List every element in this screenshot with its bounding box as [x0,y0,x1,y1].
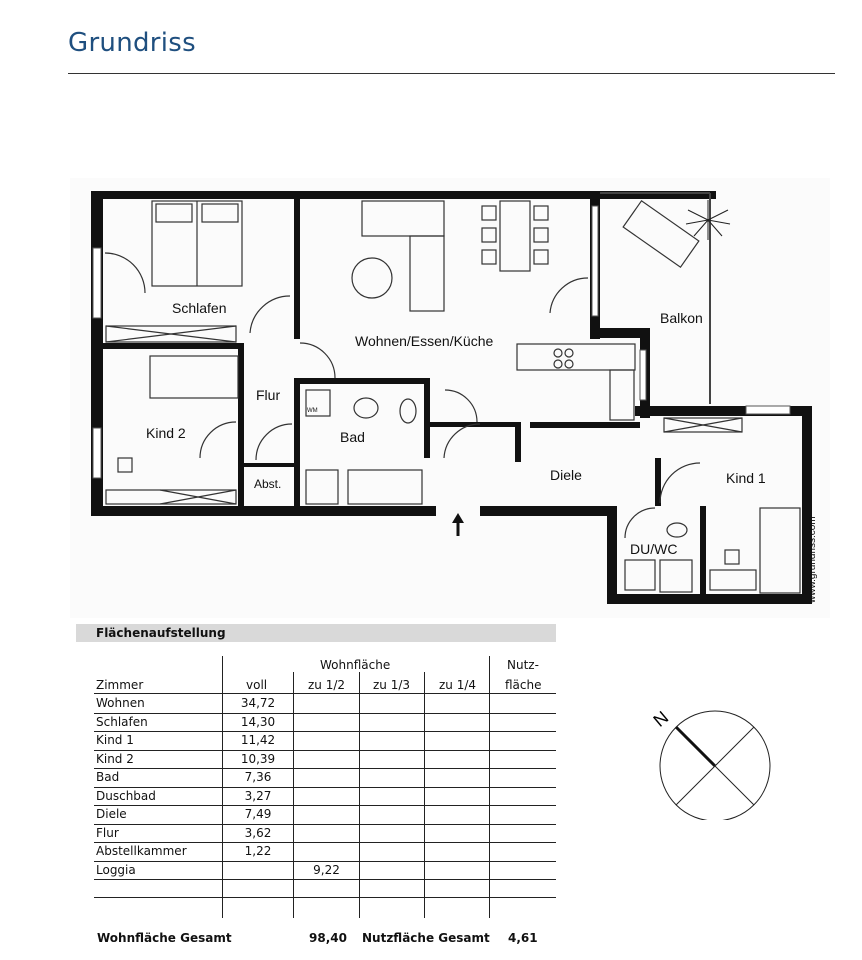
room-label-abst: Abst. [254,477,282,491]
table-cell-zimmer: Wohnen [96,696,145,710]
room-label-balkon: Balkon [660,310,703,326]
table-cell-zimmer: Bad [96,770,120,784]
wm-label: WM [307,408,318,414]
table-cell-zimmer: Kind 1 [96,733,134,747]
room-label-diele: Diele [550,467,582,483]
floor-plan [70,178,830,618]
table-cell-zimmer: Schlafen [96,714,148,729]
table-row-divider [94,879,556,880]
room-label-bad: Bad [340,429,365,445]
table-cell-voll: 3,27 [244,788,272,803]
table-row-divider [94,897,556,898]
room-label-flur: Flur [256,387,281,403]
area-table-header [76,624,556,642]
total-nutz-value: 4,61 [508,931,538,945]
table-row-divider [94,768,556,769]
table-cell-zimmer: Loggia [96,862,136,877]
table-row-divider [94,731,556,732]
table-cell-voll: 3,62 [244,825,272,840]
table-cell-voll: 7,36 [244,770,272,784]
header-zu14: zu 1/4 [439,678,477,692]
table-row-divider [94,805,556,806]
total-wohn-label: Wohnfläche Gesamt [97,931,232,945]
table-row-divider [94,861,556,862]
table-row-divider [94,750,556,751]
total-nutz-label: Nutzfläche Gesamt [362,931,490,945]
table-cell-zu12: 9,22 [313,862,340,877]
compass-icon [640,690,780,820]
table-row-divider [94,713,556,714]
table-cell-zimmer: Duschbad [96,788,156,803]
room-label-kind1: Kind 1 [726,470,766,486]
north-label: N [649,707,673,731]
room-label-schlafen: Schlafen [172,300,227,316]
header-zu13: zu 1/3 [373,678,411,692]
header-nutz-1: Nutz- [507,658,539,672]
table-cell-voll: 7,49 [244,807,272,821]
table-cell-zimmer: Diele [96,807,127,821]
room-label-kind2: Kind 2 [146,425,186,441]
table-cell-voll: 1,22 [244,844,272,858]
table-cell-voll: 11,42 [240,733,276,747]
header-wohnflaeche: Wohnfläche [320,658,391,672]
watermark: www.grundriss.com [807,516,818,603]
header-voll: voll [246,678,268,692]
header-zimmer: Zimmer [96,678,144,692]
room-label-duwc: DU/WC [630,541,678,557]
total-wohn-value: 98,40 [309,931,347,945]
header-nutz-2: fläche [505,678,542,692]
page-title: Grundriss [68,28,197,58]
table-row-divider [94,787,556,788]
table-cell-voll: 14,30 [240,714,276,729]
table-cell-zimmer: Flur [96,825,119,840]
header-zu12: zu 1/2 [308,678,346,692]
table-cell-zimmer: Abstellkammer [96,844,187,858]
table-row-divider [94,824,556,825]
table-cell-voll: 10,39 [240,751,276,766]
area-table-title: Flächenaufstellung [96,626,226,640]
table-row-divider [94,842,556,843]
table-cell-zimmer: Kind 2 [96,751,134,766]
title-divider [68,73,835,74]
room-label-wohnen: Wohnen/Essen/Küche [355,333,494,349]
table-cell-voll: 34,72 [240,696,276,710]
